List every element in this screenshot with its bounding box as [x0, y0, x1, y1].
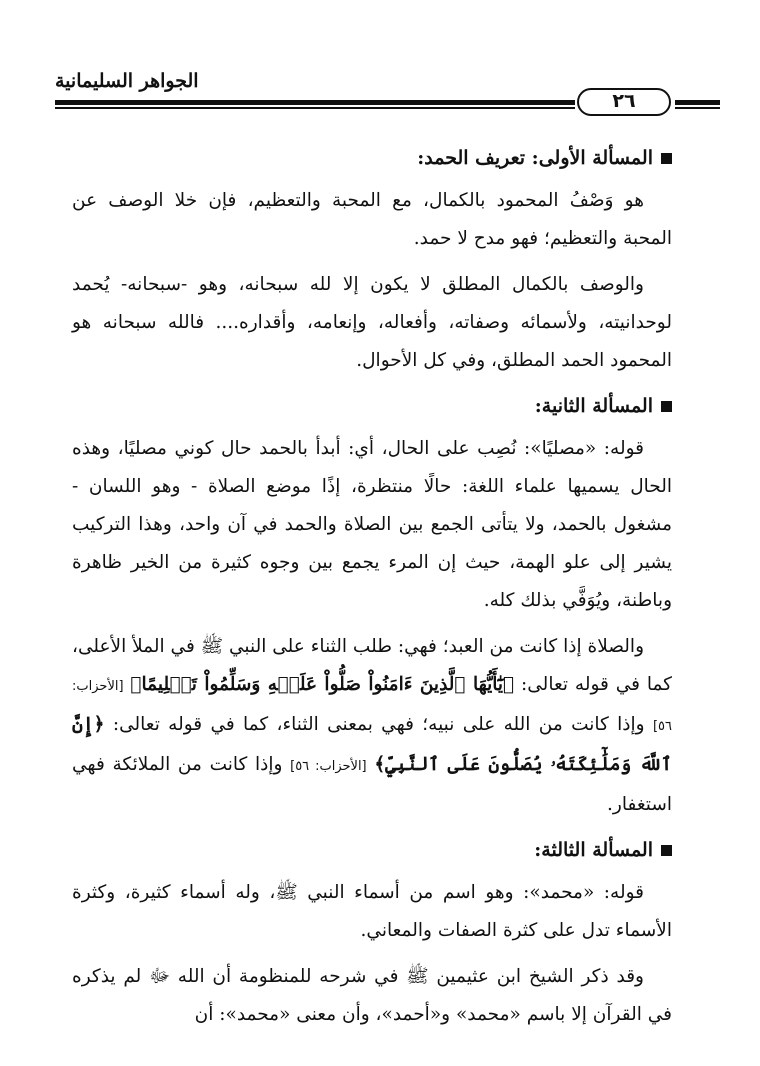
section-heading-text: المسألة الثالثة:: [534, 839, 653, 861]
paragraph: وقد ذكر الشيخ ابن عثيمين ﷺ في شرحه للمنظومة أن الله ﷻ لم يذكره في القرآن إلا باسم «محمد» و«أحمد»، وأن معنى «محمد»: أن: [72, 966, 672, 1025]
paragraph: هو وَصْفُ المحمود بالكمال، مع المحبة والتعظيم، فإن خلا الوصف عن المحبة والتعظيم؛ فهو مدح لا حمد.: [72, 190, 672, 249]
section-heading: [72, 140, 672, 176]
paragraph-text: وإذا كانت من الملائكة فهي استغفار.: [72, 754, 672, 815]
paragraph: والوصف بالكمال المطلق لا يكون إلا لله سبحانه، وهو -سبحانه- يُحمد لوحدانيته، ولأسمائه وصفاته، وأفعاله، وإنعامه، وأقداره.... فالله سبحانه هو المحمود الحمد المطلق، وفي كل الأحوال.: [72, 274, 672, 371]
page-number: ٢٦: [577, 88, 671, 116]
header-rule: [55, 100, 575, 109]
quran-verse: ﴿يَٰٓأَيُّهَا ٱلَّذِينَ ءَامَنُواْ صَلُّواْ عَلَيۡهِ وَسَلِّمُواْ تَسۡلِيمًا﴾: [130, 674, 515, 695]
verse-reference: [الأحزاب: ٥٦]: [72, 679, 672, 734]
square-bullet-icon: [661, 153, 672, 164]
header-rule-short: [675, 100, 720, 109]
verse-reference: [الأحزاب: ٥٦]: [290, 759, 367, 774]
running-title: الجواهر السليمانية: [55, 70, 199, 92]
paragraph-text: وإذا كانت من الله على نبيه؛ فهي بمعنى الثناء، كما في قوله تعالى:: [112, 714, 645, 735]
quran-verse: ﴿إِنَّ ٱللَّهَ وَمَلَٰٓئِكَتَهُۥ يُصَلُّونَ عَلَى ٱلنَّبِيِّ﴾: [72, 714, 672, 775]
square-bullet-icon: [661, 845, 672, 856]
section-heading-text: المسألة الثانية:: [534, 395, 653, 417]
section-heading: [72, 388, 672, 424]
paragraph-text: والصلاة إذا كانت من العبد؛ فهي: طلب الثناء على النبي ﷺ في الملأ الأعلى، كما في قوله تعالى:: [72, 636, 672, 695]
section-heading-text: المسألة الأولى: تعريف الحمد:: [417, 147, 653, 169]
paragraph: قوله: «مصليًا»: نُصِب على الحال، أي: أبدأ بالحمد حال كوني مصليًا، وهذه الحال يسميها علماء اللغة: حالًا منتظرة، إذًا موضع الصلاة - وهو اللسان - مشغول بالحمد، ولا يتأتى الجمع بين الصلاة والحمد في آن واحد، وهذا التركيب يشير إلى علو الهمة، حيث إن المرء يجمع بين وجوه كثيرة من الخير ظاهرة وباطنة، ويُوَفَّي بذلك كله.: [72, 438, 672, 611]
paragraph: قوله: «محمد»: وهو اسم من أسماء النبي ﷺ، وله أسماء كثيرة، وكثرة الأسماء تدل على كثرة الصفات والمعاني.: [72, 882, 672, 941]
page-header: [55, 70, 720, 118]
square-bullet-icon: [661, 401, 672, 412]
section-heading: [72, 832, 672, 868]
paragraph: [72, 628, 672, 824]
page-body: [72, 140, 672, 1042]
